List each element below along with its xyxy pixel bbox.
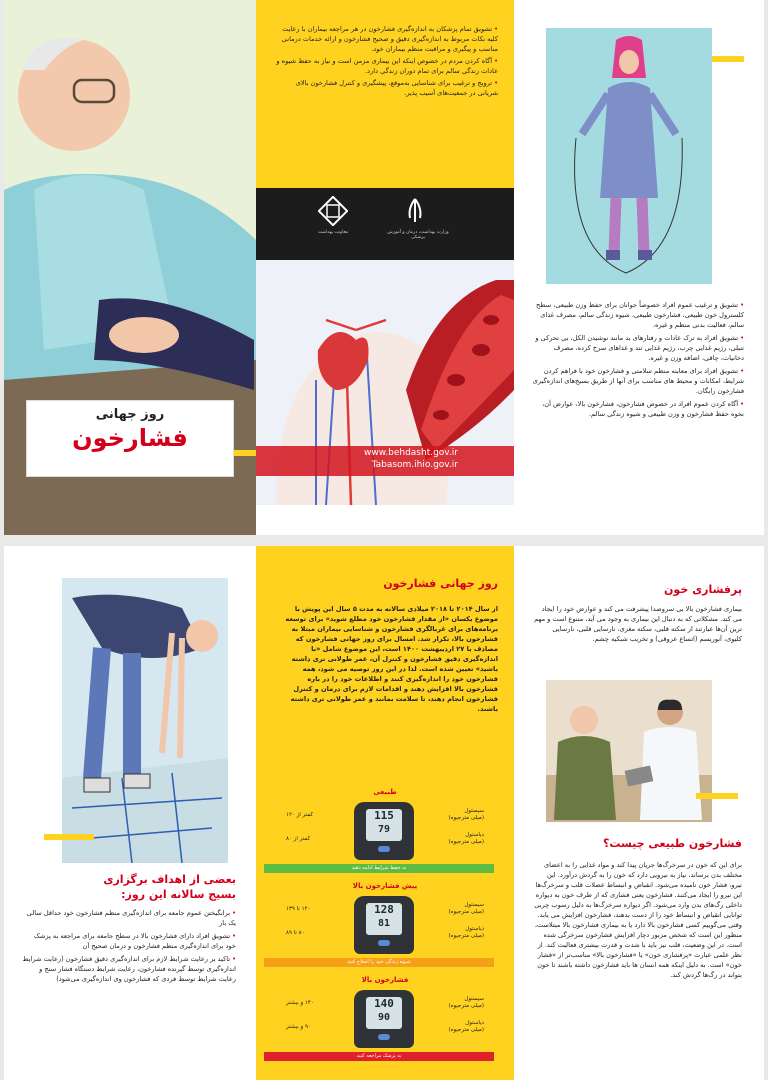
bp-category-label: طبیعی [373, 788, 397, 796]
cover-title-small: روز جهانی [95, 407, 165, 422]
woman-jump-rope-illustration [546, 28, 712, 284]
hypertension-text: بیماری فشارخون بالا بی سروصدا پیشرفت می کند و عوارض خود را ایجاد می کند. مشکلاتی که به دنبال این بیماری به وجود می آید، متنوع است و مهم ترین آن‌ها عبارتند از سکته قلبی، سکته مغزی، نارسایی قلبی، نارسایی کلیوی، آنوریسم (اتساع عروقی) و تخریب شبکیه چشم. [534, 605, 742, 643]
world-day-text: از سال ۲۰۱۴ تا ۲۰۱۸ میلادی سالانه به مدت ۵ سال این پویش با موضوع یکسان «از مقدار فشارخون خود مطلع شوید» برای توسعه برنامه‌های برای غربالگری فشارخون و شناسایی بیماران مبتلا به فشارخون بالا، تکرار شد. امسال برای روز جهانی فشارخون که مصادف با ۲۷ اردیبهشت ۱۴۰۰ است، این موضوع شامل «با اندازه‌گیری دقیق فشارخون و کنترل آن، عمر طولانی تری داشته باشید» تعیین شده است. لذا در این روز توصیه می شود، همه فشارخون خود را اندازه‌گیری کنند و اطلاعات خود را در باره فشارخون بالا افزایش دهند و اقدامات لازم برای درمان و کنترل فشارخون انجام دهند، تا سلامت بمانند و عمر طولانی تری داشته باشند. [285, 605, 498, 713]
goals-title-2: بسیج سالانه این روز: [121, 888, 236, 901]
logo-left-text: معاونت بهداشت [317, 230, 349, 235]
systolic-label: سیستول (میلی مترجیوه) [448, 996, 484, 1009]
iran-emblem-icon [400, 196, 430, 226]
logos-strip [256, 188, 514, 260]
goal-item: •تشویق افراد دارای فشارخون بالا در سطح جامعه برای مراجعه به پزشک خود برای اندازه‌گیری منظم فشارخون و درمان صحیح آن [33, 932, 236, 950]
systolic-value: ۱۲۰ تا ۱۳۹ [286, 906, 311, 912]
yellow-accent-bar [234, 450, 256, 456]
diastolic-value: کمتر از ۸۰ [286, 836, 311, 842]
recommendation-item: •آگاه کردن عموم افراد در خصوص فشارخون، فشارخون بالا، عوارض آن، نحوه حفظ فشارخون و وزن طبیعی و شیوه زندگی سالم. [542, 400, 744, 418]
bp-monitor-device [354, 990, 414, 1048]
ministry-emblem-icon [318, 196, 348, 226]
diastolic-label: دیاستول (میلی مترجیوه) [448, 832, 484, 845]
diastolic-label: دیاستول (میلی مترجیوه) [448, 1020, 484, 1033]
diastolic-value: ۸۰ تا ۸۹ [286, 930, 305, 936]
recommendations-panel [514, 0, 764, 535]
goals-title-1: بعضی از اهداف برگزاری [103, 873, 236, 886]
url-tabasom: Tabasom.ihio.gov.ir [371, 460, 458, 470]
url-band [256, 446, 514, 476]
man-bending-illustration [62, 578, 228, 863]
systolic-value: کمتر از ۱۲۰ [286, 812, 314, 818]
recommendation-item: •تشویق افراد به ترک عادات و رفتارهای بد مانند نوشیدن الکل، بی تحرکی و تنبلی، رژیم غذایی چرب، رژیم غذایی تند و غذاهای سرخ کرده، مصرف دخانیات، چاقی، اضافه وزن و غیره. [535, 334, 744, 362]
diastolic-label: دیاستول (میلی مترجیوه) [448, 926, 484, 939]
objective-item: •آگاه کردن مردم در خصوص اینکه این بیماری مزمن است و نیاز به حفظ شیوه و عادات زندگی سالم برای تمام دوران زندگی دارد. [276, 57, 498, 75]
normal-bp-text: برای این که خون در سرخرگ‌ها جریان پیدا کند و مواد غذایی را به اعضای مختلف بدن برساند، نیاز به نیرویی دارد که خون را به گردش درآورد. این نیرو، فشار خون نامیده می‌شود. انقباض و انبساط عضلات قلب و سرخرگ‌ها این نیرو را ایجاد می‌کنند. فشارخون یعنی فشاری که از طرف خون به دیواره داخلی رگ‌های بدن وارد می‌شود. اگر دیواره سرخرگ‌ها به دلیل رسوب چربی توانایی انقباض و انبساط خود را از دست بدهند، فشارخون افزایش می یابد. وقتی می‌گوییم کسی فشارخون بالا دارد یا به بیماری فشارخون بالا مبتلاست، منظور این است که شخص مزبور دچار افزایش فشارخون سرخرگی شده است. در این وضعیت، قلب نیز باید با شدت و قدرت بیشتری فعالیت کند. از نظر علمی عبارت «پرفشاری خون» یا «فشارخون بالا» مناسب‌تر از «فشار خون» است. به دلیل اینکه همه انسان ها باید فشارخون داشته باشند تا خون بتواند در رگ‌ها گردش کند. [534, 861, 742, 979]
bp-monitor-screen: 140 90 [366, 997, 402, 1029]
cover-panel [4, 0, 256, 535]
doctor-patient-illustration [546, 680, 712, 822]
cover-title-box [26, 400, 234, 477]
bp-monitor-button [378, 1034, 390, 1040]
normal-bp-section [534, 836, 742, 980]
bp-category-block [286, 788, 484, 882]
systolic-label: سیستول (میلی مترجیوه) [448, 902, 484, 915]
goal-item: •تاکید بر رعایت شرایط لازم برای اندازه‌گیری دقیق فشارخون (رعایت شرایط اندازه‌گیری توسط گیرنده فشارخون، رعایت شرایط دستگاه فشار سنج و رعایت شرایط توسط فردی که فشارخون وی اندازه‌گیری می‌شود) [22, 955, 236, 983]
objective-item: •ترویج و ترغیب برای شناسایی به‌موقع، پیشگیری و کنترل فشارخون بالای شریانی در جمعیت‌های آسیب پذیر. [295, 79, 498, 97]
objectives-box [256, 0, 514, 188]
goal-item: •برانگیختن عموم جامعه برای اندازه‌گیری منظم فشارخون خود حداقل سالی یک بار [26, 909, 236, 927]
bp-category-block [286, 976, 484, 1070]
bp-category-block [286, 882, 484, 976]
bp-monitor-screen: 115 79 [366, 809, 402, 841]
yellow-accent-bar [696, 793, 738, 799]
diastolic-value: ۹۰ و بیشتر [286, 1024, 311, 1030]
recommendations-list [532, 300, 744, 419]
world-day-section [274, 576, 498, 714]
bp-monitor-device [354, 802, 414, 860]
objective-item: •تشویق تمام پزشکان به اندازه‌گیری فشارخون در هر مراجعه بیماران با رعایت کلیه نکات مربوط به اندازه‌گیری دقیق و صحیح فشارخون و ارائه خدمات درمانی مناسب و پیگیری و مراقبت منظم بیماران خود. [281, 25, 498, 53]
bp-monitor-button [378, 940, 390, 946]
recommendation-item: •تشویق و ترغیب عموم افراد خصوصاً جوانان برای حفظ وزن طبیعی، سطح کلسترول خون طبیعی، فشارخون طبیعی، شیوه زندگی سالم، مصرف غذای سالم، فعالیت بدنی منظم و غیره. [536, 301, 744, 329]
hypertension-title: پرفشاری خون [664, 583, 742, 596]
objectives-panel [256, 0, 514, 535]
systolic-value: ۱۴۰ و بیشتر [286, 1000, 314, 1006]
bp-advice-bar: به حفظ شرایط ادامه دهید [264, 864, 494, 873]
bp-category-label: پیش فشارخون بالا [352, 882, 418, 890]
bp-categories [286, 788, 484, 1070]
bp-advice-bar: شیوه زندگی خود را اصلاح کنید [264, 958, 494, 967]
logo-right-text: وزارت بهداشت، درمان و آموزش پزشکی [387, 230, 449, 240]
world-day-title: روز جهانی فشارخون [383, 577, 498, 590]
url-behdasht: www.behdasht.gov.ir [364, 448, 458, 458]
goals-section [22, 872, 236, 984]
cover-title-big: فشارخون [72, 424, 188, 452]
yellow-accent-bar [712, 56, 744, 62]
yellow-accent-bar [44, 834, 94, 840]
world-day-panel [256, 546, 514, 1080]
hypertension-section [534, 582, 742, 644]
bp-monitor-device [354, 896, 414, 954]
bp-monitor-screen: 128 81 [366, 903, 402, 935]
hypertension-panel [514, 546, 764, 1080]
bp-monitor-button [378, 846, 390, 852]
bp-advice-bar: به پزشک مراجعه کنید [264, 1052, 494, 1061]
systolic-label: سیستول (میلی مترجیوه) [448, 808, 484, 821]
goals-panel [4, 546, 256, 1080]
normal-bp-title: فشارخون طبیعی چیست؟ [602, 837, 742, 850]
bp-category-label: فشارخون بالا [361, 976, 409, 984]
recommendation-item: •تشویق افراد برای معاینه منظم سلامتی و فشارخون خود با فراهم کردن شرایط، امکانات و محیط های مناسب برای آنها از طریق بسیج‌های اندازه‌گیری فشارخون رایگان. [532, 367, 744, 395]
brochure-outer-side [4, 0, 764, 535]
brochure-inner-side [4, 546, 764, 1080]
